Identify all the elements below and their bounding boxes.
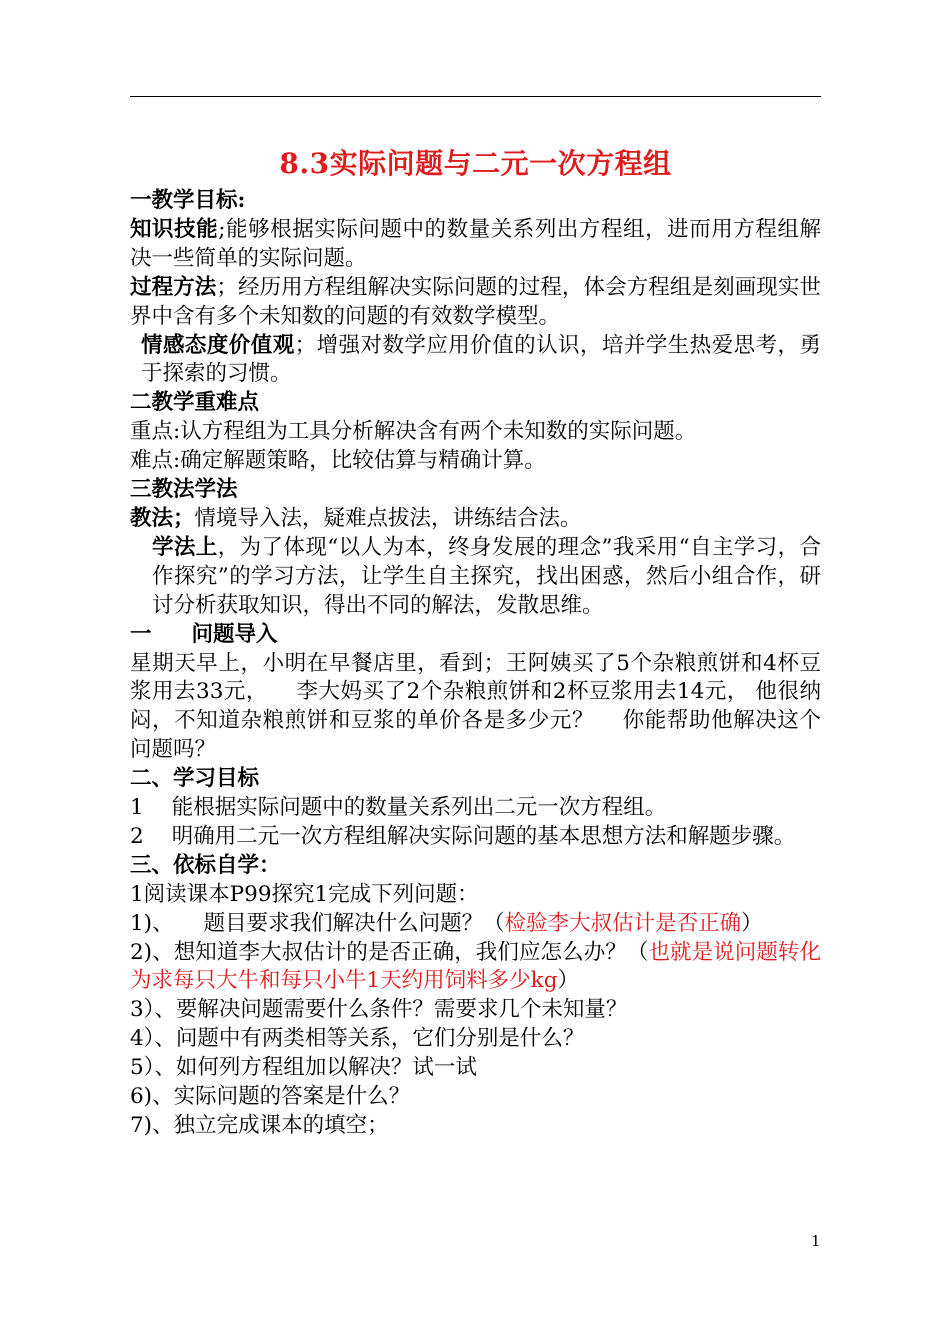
teaching-method-text: 情境导入法，疑难点拔法，讲练结合法。	[194, 505, 582, 531]
question-3: 3）、要解决问题需要什么条件？需要求几个未知量？	[130, 997, 628, 1023]
self-study-heading: 三、依标自学：	[130, 852, 281, 878]
emotion-attitude-paragraph	[130, 332, 821, 390]
knowledge-skills-paragraph	[130, 216, 821, 274]
learning-goal-2-number: 2	[130, 823, 144, 849]
question-1-text: 题目要求我们解决什么问题？（	[203, 910, 505, 936]
reading-instruction: 1阅读课本P99探究1完成下列问题：	[130, 881, 479, 907]
learning-method-text: ，为了体现“以人为本，终身发展的理念”我采用“自主学习，合作探究”的学习方法，让学生自主探究，找出困惑，然后小组合作，研讨分析获取知识，得出不同的解法，发散思维。	[152, 534, 821, 618]
problem-intro-text-1: 星期天早上，小明在早餐店里，看到；王阿姨买了5个杂粮煎饼和4杯豆浆用去33元，	[130, 650, 821, 705]
question-4: 4）、问题中有两类相等关系，它们分别是什么？	[130, 1026, 585, 1052]
process-method-paragraph	[130, 274, 821, 332]
section-teaching-goals-heading: 一教学目标:	[130, 188, 246, 213]
problem-intro-text-4: 你能帮助他解决这个问题吗？	[130, 708, 821, 763]
question-1-answer: 检验李大叔估计是否正确	[504, 910, 742, 936]
learning-goal-1	[130, 794, 821, 823]
emotion-attitude-label: 情感态度价值观	[141, 332, 295, 358]
problem-intro-text-3: 他很纳闷，不知道杂粮煎饼和豆浆的单价各是多少元？	[130, 679, 821, 734]
process-method-text: ；经历用方程组解决实际问题的过程，体会方程组是刻画现实世界中含有多个未知数的问题的有效数学模型。	[130, 274, 821, 329]
header-rule	[130, 96, 821, 97]
question-2-text: 2)、想知道李大叔估计的是否正确，我们应怎么办？（	[130, 939, 649, 965]
section-methods-heading: 三教法学法	[130, 477, 238, 503]
question-1	[130, 910, 821, 939]
question-5: 5）、如何列方程组加以解决？试一试	[130, 1055, 477, 1081]
knowledge-skills-label: 知识技能	[130, 216, 219, 242]
learning-method-paragraph	[130, 534, 821, 621]
learning-goal-1-text: 能根据实际问题中的数量关系列出二元一次方程组。	[171, 795, 667, 821]
question-2-close: ）	[557, 968, 579, 994]
question-2	[130, 939, 821, 997]
page-number: 1	[811, 1232, 821, 1250]
question-7: 7)、独立完成课本的填空；	[130, 1113, 389, 1138]
teaching-method-line	[130, 505, 821, 534]
question-1-close: ）	[741, 910, 763, 936]
problem-intro-number: 一	[130, 621, 152, 647]
problem-intro-title: 问题导入	[191, 621, 278, 647]
learning-goals-heading: 二、学习目标	[130, 766, 260, 792]
learning-goal-2-text: 明确用二元一次方程组解决实际问题的基本思想方法和解题步骤。	[171, 823, 796, 849]
document-body	[130, 187, 821, 1141]
problem-intro-text-2: 李大妈买了2个杂粮煎饼和2杯豆浆用去14元，	[295, 679, 749, 705]
question-6: 6)、实际问题的答案是什么？	[130, 1084, 411, 1110]
learning-goal-2	[130, 823, 821, 852]
problem-intro-heading	[130, 621, 821, 650]
teaching-method-label: 教法；	[130, 505, 195, 531]
process-method-label: 过程方法	[130, 274, 217, 300]
question-1-number: 1)、	[130, 910, 174, 936]
question-2-answer: 也就是说问题转化为求每只大牛和每只小牛1天约用饲料多少kg	[130, 939, 821, 994]
section-key-difficult-heading: 二教学重难点	[130, 390, 260, 416]
emotion-attitude-text: ；增强对数学应用价值的认识，培并学生热爱思考，勇于探索的习惯。	[141, 332, 821, 387]
knowledge-skills-text: ;能够根据实际问题中的数量关系列出方程组，进而用方程组解决一些简单的实际问题。	[130, 216, 821, 271]
learning-method-label: 学法上	[152, 534, 218, 560]
document-title: 8.3实际问题与二元一次方程组	[279, 147, 672, 180]
key-point-line: 重点:认方程组为工具分析解决含有两个未知数的实际问题。	[130, 419, 697, 445]
difficult-point-line: 难点:确定解题策略，比较估算与精确计算。	[130, 448, 546, 474]
problem-intro-paragraph	[130, 650, 821, 766]
learning-goal-1-number: 1	[130, 795, 144, 821]
